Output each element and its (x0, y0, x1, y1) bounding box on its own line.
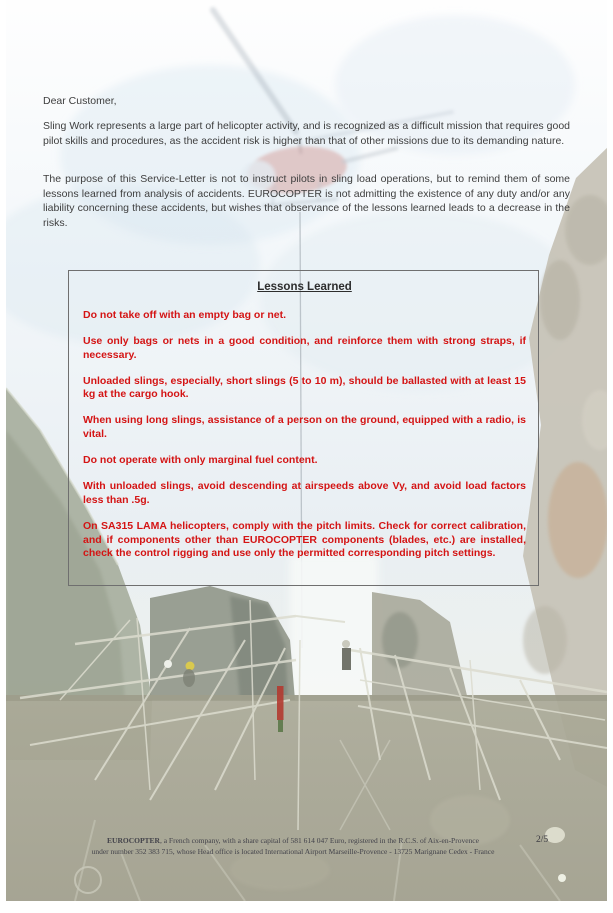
terrain-edge-shadow (6, 695, 607, 701)
lessons-learned-title: Lessons Learned (257, 281, 352, 293)
lesson-item: Do not take off with an empty bag or net. (83, 309, 287, 321)
footer-company-info (43, 835, 543, 857)
footer-company-name: EUROCOPTER (107, 836, 160, 845)
lesson-item: With unloaded slings, avoid descending at airspeeds above Vy, and avoid load factors less than .5g. (83, 480, 526, 506)
paragraph-sling-work: Sling Work represents a large part of helicopter activity, and is recognized as a difficult mission that requires good pilot skills and procedures, as the accident risk is higher than that of other missions due to its demanding nature. (43, 120, 570, 147)
lessons-learned-box (68, 270, 539, 586)
lesson-item: Use only bags or nets in a good condition, and reinforce them with strong straps, if necessary. (83, 335, 526, 361)
footer-line-1 (43, 835, 543, 846)
salutation: Dear Customer, (43, 95, 117, 107)
page-number: 2/5 (536, 835, 549, 845)
lesson-item: Unloaded slings, especially, short slings (5 to 10 m), should be ballasted with at least 15 kg at the cargo hook. (83, 374, 526, 401)
lesson-item: On SA315 LAMA helicopters, comply with the pitch limits. Check for correct calibration, and if components other than EUROCOPTER components (blades, etc.) are installed, check the control rigging and use only the permitted corresponding pitch settings. (83, 519, 526, 560)
lesson-item: Do not operate with only marginal fuel content. (83, 454, 318, 467)
paragraph-purpose: The purpose of this Service-Letter is not to instruct pilots in sling load operations, but to remind them of some lessons learned from analysis of accidents. EUROCOPTER is not admitting the existence of any duty and/or any liability concerning these accidents, but wishes that observance of the lessons learned leads to a decrease in the risks. (43, 173, 570, 229)
lesson-item: When using long slings, assistance of a person on the ground, equipped with a radio, is vital. (83, 414, 526, 441)
footer-line-2: under number 352 383 715, whose Head office is located International Airport Marseille-Provence - 13725 Marignane Cedex - France (91, 847, 495, 856)
footer-line-1-text: , a French company, with a share capital of 581 614 047 Euro, registered in the R.C.S. of Aix-en-Provence (159, 836, 479, 845)
